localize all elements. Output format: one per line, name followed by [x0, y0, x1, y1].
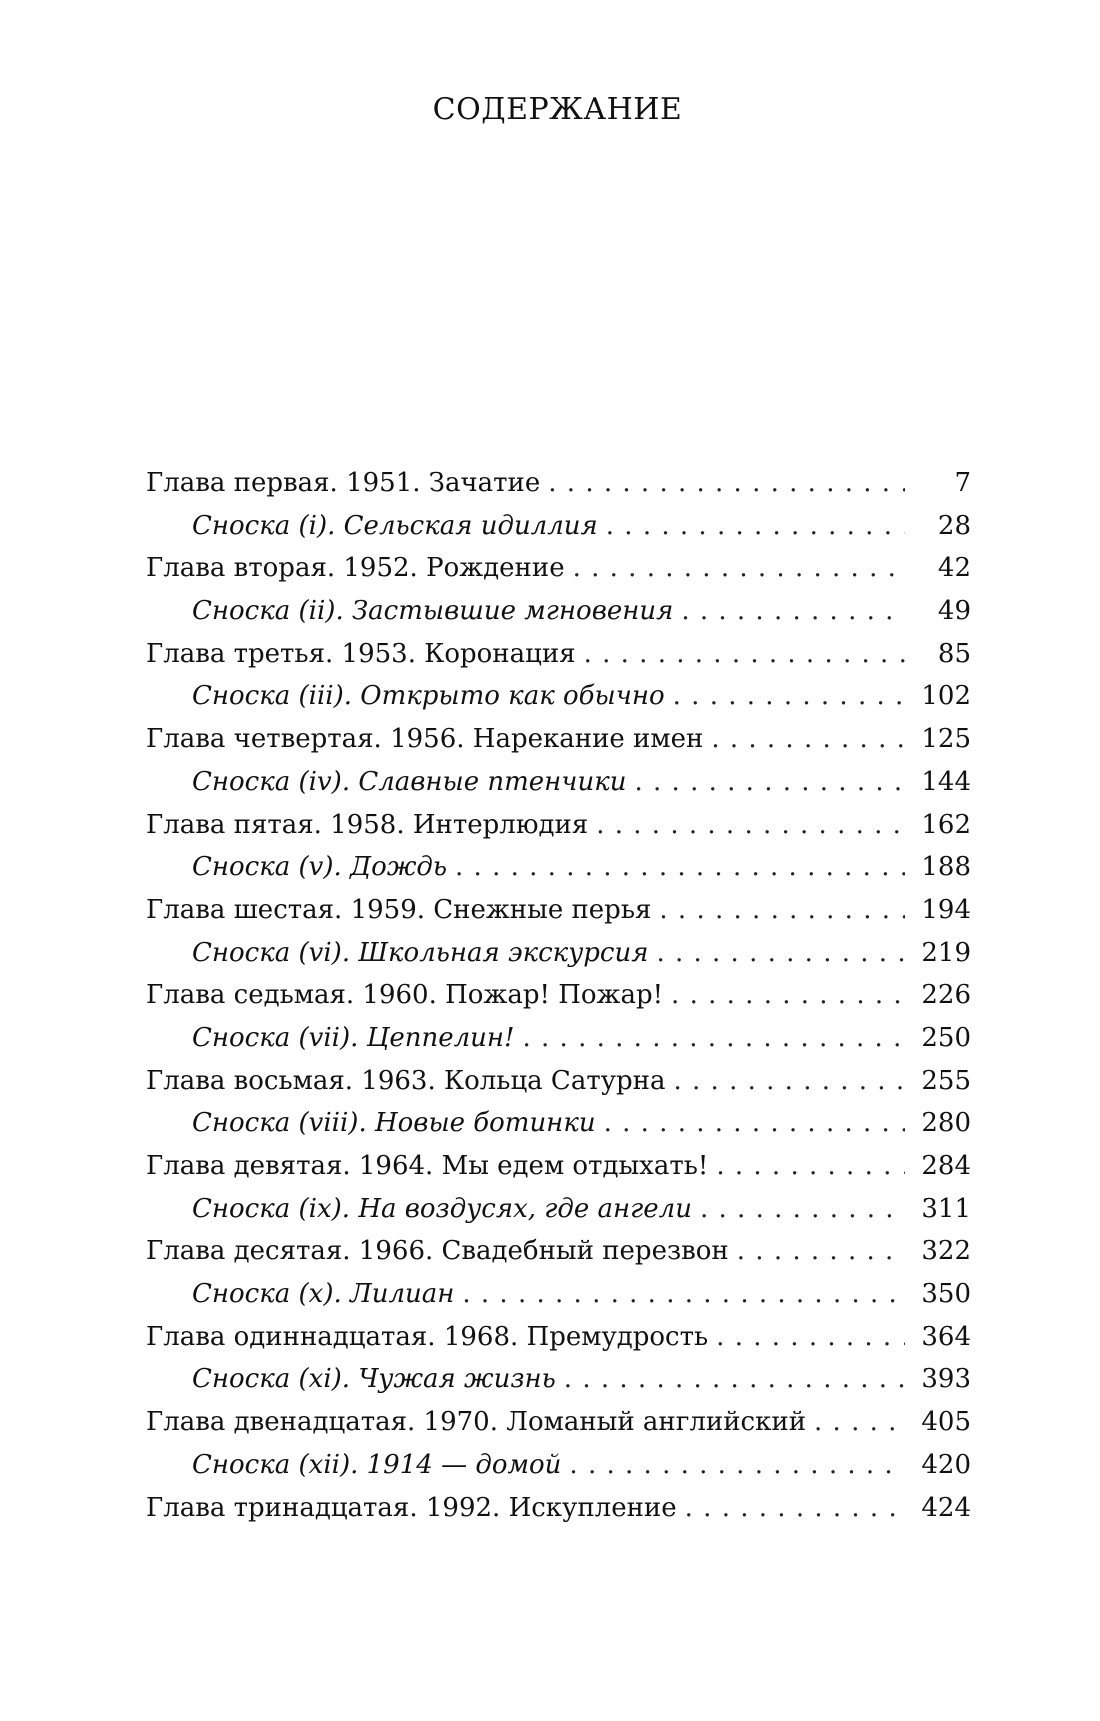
toc-entry-title: Сноска (ii). Застывшие мгновения: [192, 596, 674, 627]
dot-leader: [708, 1316, 905, 1359]
toc-chapter-entry: [146, 462, 971, 505]
dot-leader: [677, 1487, 905, 1530]
toc-entry-title: Глава тринадцатая. 1992. Искупление: [146, 1492, 677, 1523]
toc-footnote-entry: [146, 932, 971, 975]
toc-chapter-entry: [146, 1316, 971, 1359]
toc-page-number: 144: [921, 766, 971, 797]
toc-entry-title: Глава седьмая. 1960. Пожар! Пожар!: [146, 980, 664, 1011]
toc-chapter-entry: [146, 718, 971, 761]
dot-leader: [556, 1358, 905, 1401]
toc-chapter-entry: [146, 1487, 971, 1530]
dot-leader: [576, 633, 905, 676]
toc-entry-title: Сноска (xii). 1914 — домой: [192, 1449, 562, 1480]
dot-leader: [665, 675, 905, 718]
dot-leader: [663, 974, 905, 1017]
toc-page-number: 311: [921, 1193, 971, 1224]
toc-page-number: 226: [921, 980, 971, 1011]
toc-chapter-entry: [146, 804, 971, 847]
dot-leader: [692, 1188, 905, 1231]
toc-footnote-entry: [146, 761, 971, 804]
toc-entry-title: Глава третья. 1953. Коронация: [146, 638, 576, 669]
toc-page-number: 102: [921, 681, 971, 712]
toc-entry-title: Глава десятая. 1966. Свадебный перезвон: [146, 1236, 729, 1267]
toc-footnote-entry: [146, 1358, 971, 1401]
toc-page-number: 250: [921, 1022, 971, 1053]
toc-page-number: 280: [921, 1108, 971, 1139]
toc-entry-title: Глава первая. 1951. Зачатие: [146, 468, 541, 498]
toc-entry-title: Сноска (vi). Школьная экскурсия: [192, 937, 649, 968]
toc-footnote-entry: [146, 1017, 971, 1060]
dot-leader: [806, 1401, 905, 1444]
toc-footnote-entry: [146, 1188, 971, 1231]
toc-entry-title: Сноска (i). Сельская идиллия: [192, 510, 598, 541]
toc-chapter-entry: [146, 1401, 971, 1444]
toc-entry-title: Сноска (vii). Цеппелин!: [192, 1022, 515, 1053]
toc-chapter-entry: [146, 889, 971, 932]
toc-entry-title: Глава шестая. 1959. Снежные перья: [146, 894, 652, 925]
toc-page-number: 42: [937, 553, 971, 584]
dot-leader: [648, 932, 905, 975]
toc-footnote-entry: [146, 590, 971, 633]
toc-page-number: 85: [937, 638, 971, 669]
toc-entry-title: Сноска (iii). Открыто как обычно: [192, 681, 665, 712]
dot-leader: [673, 590, 905, 633]
toc-entry-title: Сноска (ix). На воздусях, где ангели: [192, 1193, 692, 1224]
dot-leader: [561, 1444, 905, 1487]
toc-page-number: 125: [921, 724, 971, 755]
toc-entry-title: Сноска (iv). Славные птенчики: [192, 766, 627, 797]
toc-page-number: 255: [921, 1065, 971, 1096]
toc-entry-title: Глава двенадцатая. 1970. Ломаный английский: [146, 1407, 807, 1438]
toc-page-number: 405: [921, 1407, 971, 1438]
toc-footnote-entry: [146, 675, 971, 718]
toc-chapter-entry: [146, 1230, 971, 1273]
toc-entry-title: Сноска (x). Лилиан: [192, 1279, 455, 1310]
toc-page-number: 194: [921, 894, 971, 925]
toc-entry-title: Сноска (xi). Чужая жизнь: [192, 1364, 556, 1395]
toc-entry-title: Глава одиннадцатая. 1968. Премудрость: [146, 1321, 709, 1352]
toc-chapter-entry: [146, 1145, 971, 1188]
toc-page-number: 7: [954, 468, 971, 498]
toc-page-number: 420: [921, 1449, 971, 1480]
dot-leader: [703, 718, 905, 761]
toc-chapter-entry: [146, 1060, 971, 1103]
toc-footnote-entry: [146, 1273, 971, 1316]
toc-footnote-entry: [146, 505, 971, 548]
toc-page-number: 424: [921, 1492, 971, 1523]
toc-page-number: 162: [921, 809, 971, 840]
toc-page-number: 49: [937, 596, 971, 627]
toc-chapter-entry: [146, 547, 971, 590]
toc-page-number: 284: [921, 1151, 971, 1181]
page-title: СОДЕРЖАНИЕ: [432, 92, 683, 127]
dot-leader: [588, 804, 905, 847]
toc-footnote-entry: [146, 846, 971, 889]
dot-leader: [651, 889, 905, 932]
toc-page-number: 28: [937, 510, 971, 541]
toc-footnote-entry: [146, 1102, 971, 1145]
toc-page-number: 364: [921, 1321, 971, 1352]
dot-leader: [454, 1273, 905, 1316]
toc-chapter-entry: [146, 974, 971, 1017]
toc-page-number: 322: [921, 1236, 971, 1267]
toc-chapter-entry: [146, 633, 971, 676]
toc-page-number: 350: [921, 1279, 971, 1310]
toc-entry-title: Сноска (v). Дождь: [192, 852, 448, 883]
toc-entry-title: Глава четвертая. 1956. Нарекание имен: [146, 724, 704, 755]
toc-entry-title: Глава вторая. 1952. Рождение: [146, 553, 565, 584]
toc-footnote-entry: [146, 1444, 971, 1487]
dot-leader: [596, 1102, 905, 1145]
dot-leader: [665, 1060, 905, 1103]
table-of-contents: [146, 462, 971, 1529]
toc-page-number: 188: [921, 852, 971, 883]
dot-leader: [598, 505, 905, 548]
dot-leader: [514, 1017, 905, 1060]
dot-leader: [626, 761, 905, 804]
toc-entry-title: Сноска (viii). Новые ботинки: [192, 1108, 596, 1139]
toc-page-number: 219: [921, 937, 971, 968]
dot-leader: [540, 462, 905, 505]
dot-leader: [708, 1145, 905, 1188]
dot-leader: [565, 547, 905, 590]
toc-entry-title: Глава восьмая. 1963. Кольца Сатурна: [146, 1065, 666, 1096]
toc-entry-title: Глава девятая. 1964. Мы едем отдыхать!: [146, 1151, 709, 1181]
dot-leader: [447, 846, 905, 889]
toc-page-number: 393: [921, 1364, 971, 1395]
toc-entry-title: Глава пятая. 1958. Интерлюдия: [146, 809, 589, 840]
dot-leader: [729, 1230, 905, 1273]
